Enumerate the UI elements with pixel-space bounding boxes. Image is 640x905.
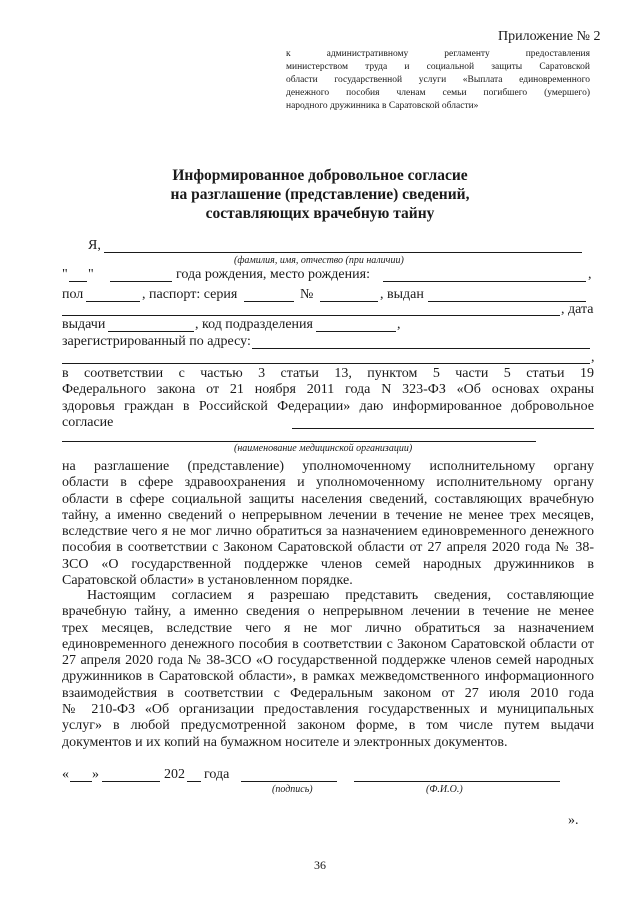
- address-label: зарегистрированный по адресу:: [62, 334, 251, 349]
- text-line: области в сфере социальной защиты населения сведений, составляющих врачебную: [62, 491, 594, 507]
- sex-field[interactable]: [86, 301, 140, 302]
- passport-series-label: , паспорт: серия: [142, 287, 238, 302]
- text-line: дружинников в Саратовской области», в рамках межведомственного информационного: [62, 669, 594, 685]
- organization-continued-field[interactable]: [62, 441, 536, 442]
- sign-quote-close: »: [92, 767, 99, 782]
- sign-day-field[interactable]: [70, 781, 92, 782]
- issued-by-continued-field[interactable]: [62, 315, 560, 316]
- text-line: документов и их копий на бумажном носителе и электронных документов.: [62, 734, 508, 750]
- closing-quote: ».: [568, 813, 579, 828]
- sign-quote-open: «: [62, 767, 69, 782]
- birth-label: года рождения, место рождения:: [176, 267, 370, 282]
- signer-fio-field[interactable]: [354, 781, 560, 782]
- document-title: [0, 166, 640, 223]
- appendix-line: к административному регламенту предоставления: [286, 49, 590, 59]
- quote-close: ": [88, 267, 94, 282]
- fio-field[interactable]: [104, 252, 582, 253]
- date-label: , дата: [561, 302, 594, 317]
- text-line: взаимодействия в соответствии с Федеральным законом от 27 июля 2010 года: [62, 685, 594, 701]
- birth-day-field[interactable]: [69, 281, 87, 282]
- text-line: в соответствии с частью 3 статьи 13, пунктом 5 части 5 статьи 19: [62, 366, 594, 381]
- issue-word: выдачи: [62, 317, 106, 332]
- sign-year-word: года: [204, 767, 230, 782]
- text-line: здоровья граждан в Российской Федерации» даю информированное добровольное: [62, 398, 594, 414]
- signer-fio-hint: (Ф.И.О.): [426, 784, 463, 795]
- appendix-title: Приложение № 2: [498, 29, 601, 44]
- text-line: 27 апреля 2020 года № 38-ЗСО «О государственной поддержке членов семей народных: [62, 653, 594, 669]
- passport-series-field[interactable]: [244, 301, 294, 302]
- signature-hint: (подпись): [272, 784, 313, 795]
- text-line: пособия в соответствии с Законом Саратовской области от 27 апреля 2020 года № 38-: [62, 540, 594, 556]
- quote-open: ": [62, 267, 68, 282]
- text-line: Федерального закона от 21 ноября 2011 года N 323-ФЗ «Об основах охраны: [62, 382, 594, 398]
- appendix-reference: [286, 48, 590, 113]
- text-line: вследствие чего я не мог лично обратиться за назначением единовременного денежного: [62, 524, 594, 540]
- address-field[interactable]: [252, 348, 590, 349]
- division-code-field[interactable]: [316, 331, 396, 332]
- organization-hint: (наименование медицинской организации): [234, 443, 413, 454]
- title-line: на разглашение (представление) сведений,: [170, 186, 470, 203]
- title-line: составляющих врачебную тайну: [205, 205, 435, 222]
- text-line: тайну, а именно сведений о непрерывном лечении в течение не менее трех месяцев,: [62, 507, 594, 523]
- text-line: единовременного денежного пособия в соответствии с Законом Саратовской области от: [62, 636, 594, 652]
- sign-year-field[interactable]: [187, 781, 201, 782]
- comma: ,: [591, 350, 595, 365]
- appendix-line: министерством труда и социальной защиты Саратовской: [286, 62, 590, 72]
- text-line: согласие: [62, 414, 114, 430]
- text-line: области в сфере здравоохранения и уполномоченному исполнительному органу: [62, 475, 594, 491]
- comma: ,: [397, 317, 401, 332]
- appendix-line: народного дружинника в Саратовской области»: [286, 101, 479, 111]
- fio-hint: (фамилия, имя, отчество (при наличии): [234, 255, 404, 266]
- appendix-line: денежного пособия членам семьи погибшего (умершего): [286, 88, 590, 98]
- text-line: Настоящим согласием я разрешаю представить сведения, составляющие: [87, 588, 594, 603]
- division-code-label: , код подразделения: [195, 317, 313, 332]
- address-continued-field[interactable]: [62, 363, 590, 364]
- text-line: на разглашение (представление) уполномоченному исполнительному органу: [62, 459, 594, 474]
- sign-month-field[interactable]: [102, 781, 160, 782]
- sex-label: пол: [62, 287, 84, 302]
- text-line: услуг» в любой предусмотренной законом форме, в том числе путем выдачи: [62, 718, 594, 734]
- passport-number-field[interactable]: [320, 301, 378, 302]
- text-line: № 210-ФЗ «Об организации предоставления государственных и муниципальных: [62, 702, 594, 718]
- sign-year-prefix: 202: [164, 767, 185, 782]
- passport-number-label: №: [300, 287, 314, 302]
- birthplace-field[interactable]: [383, 281, 586, 282]
- i-label: Я,: [88, 238, 101, 253]
- birth-month-field[interactable]: [110, 281, 172, 282]
- permission-paragraph: [62, 588, 594, 751]
- page-number: 36: [314, 858, 326, 872]
- appendix-line: области государственной услуги «Выплата единовременного: [286, 75, 590, 85]
- issue-date-field[interactable]: [108, 331, 194, 332]
- text-line: трех месяцев, вследствие чего я не мог лично обратиться за назначением: [62, 620, 594, 636]
- legal-basis-paragraph: [62, 366, 594, 431]
- organization-field[interactable]: [292, 428, 594, 429]
- comma: ,: [588, 267, 592, 282]
- issued-by-label: , выдан: [380, 287, 424, 302]
- text-line: ЗСО «О государственной поддержке членов семей народных дружинников в: [62, 556, 594, 572]
- title-line: Информированное добровольное согласие: [172, 167, 468, 184]
- text-line: Саратовской области» в установленном порядке.: [62, 573, 353, 589]
- text-line: врачебную тайну, а именно сведения о непрерывном лечении в течение не менее: [62, 604, 594, 620]
- consent-paragraph: [62, 459, 594, 589]
- signature-field[interactable]: [241, 781, 337, 782]
